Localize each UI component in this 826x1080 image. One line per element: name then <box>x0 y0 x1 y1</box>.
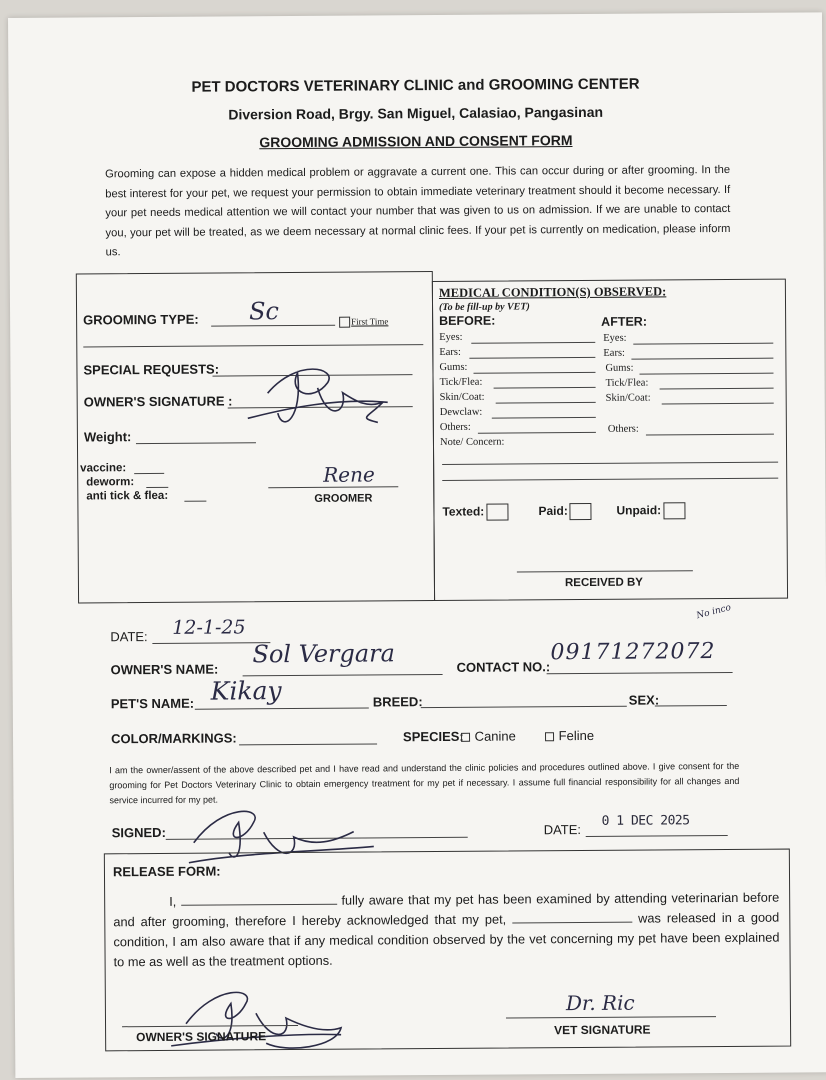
before-skin-line <box>496 402 596 404</box>
after-others-line <box>646 434 774 436</box>
grooming-info-panel <box>76 271 435 603</box>
corner-note: No inco <box>695 602 733 622</box>
sex-label: SEX: <box>628 692 660 708</box>
before-others-line <box>478 432 596 434</box>
medical-title: MEDICAL CONDITION(S) OBSERVED: <box>438 284 667 300</box>
breed-line <box>421 706 627 708</box>
unpaid-label: Unpaid: <box>616 503 662 518</box>
contact-line <box>547 672 733 674</box>
deworm-label: deworm: <box>86 476 135 489</box>
before-ears-label: Ears: <box>439 346 461 358</box>
after-gums <box>605 363 633 374</box>
received-by-label: RECEIVED BY <box>564 576 643 590</box>
consent-form-paper <box>8 12 826 1078</box>
before-dewclaw <box>440 407 483 418</box>
after-skin <box>606 393 651 404</box>
before-ears <box>439 347 461 358</box>
release-text-part3: was released in a good condition, I am also aware that if any medical condition observed by the vet concerning my pet have been explained to me as well as the treatment options. <box>113 909 780 970</box>
received-by-line <box>517 570 693 572</box>
medical-condition-panel <box>432 279 788 601</box>
grooming-type-value[interactable]: Sc <box>248 297 280 326</box>
grooming-type-label: GROOMING TYPE: <box>83 311 199 328</box>
vaccine-label: vaccine: <box>80 462 127 475</box>
paid-checkbox[interactable] <box>538 503 591 520</box>
before-label: BEFORE: <box>439 313 496 328</box>
note-line-2 <box>442 478 778 481</box>
after-tick-line <box>660 388 774 390</box>
anti-tick-label: anti tick & flea: <box>86 489 169 503</box>
color-markings-label: COLOR/MARKINGS: <box>110 730 237 747</box>
release-text <box>113 888 780 973</box>
texted-box[interactable] <box>486 504 508 521</box>
before-dewclaw-line <box>492 417 596 419</box>
release-owner-signature-label: OWNER'S SIGNATURE <box>136 1029 267 1045</box>
feline-label: Feline <box>558 727 595 744</box>
unpaid-checkbox[interactable] <box>616 502 685 519</box>
after-skin-line <box>662 403 774 405</box>
after-ears-label: Ears: <box>603 347 625 359</box>
owner-name-value[interactable]: Sol Vergara <box>252 639 395 669</box>
pet-name-label: PET'S NAME: <box>110 695 195 712</box>
before-eyes-label: Eyes: <box>439 331 463 343</box>
groomer-name: Rene <box>323 462 375 487</box>
before-dewclaw-label: Dewclaw: <box>439 406 483 418</box>
texted-label: Texted: <box>442 504 485 519</box>
unpaid-box[interactable] <box>663 502 685 519</box>
before-eyes <box>439 332 462 343</box>
before-others-label: Others: <box>439 421 471 433</box>
after-label: AFTER: <box>601 314 648 329</box>
feline-checkbox[interactable] <box>545 732 554 741</box>
sex-line <box>655 705 727 707</box>
signed-label: SIGNED: <box>111 824 166 841</box>
after-ears-line <box>631 358 773 360</box>
texted-checkbox[interactable] <box>442 504 508 521</box>
before-skin-label: Skin/Coat: <box>439 391 485 403</box>
before-eyes-line <box>471 342 595 344</box>
note-line-1 <box>442 462 778 465</box>
first-time-label: First Time <box>351 316 389 327</box>
breed-label: BREED: <box>372 694 423 710</box>
after-others-label: Others: <box>607 423 639 435</box>
consent-text: I am the owner/assent of the above described pet and I have read and understand the clinic policies and procedures outlined above. I give consent for the grooming for Pet Doctors Veterinary Clinic to obtain emergency treatment for my pet if necessary. I assume full financial responsibility for all changes and service incurred for my pet. <box>109 760 740 806</box>
after-ears <box>603 348 625 359</box>
species-label: SPECIES: <box>402 728 464 745</box>
after-eyes-label: Eyes: <box>603 332 627 344</box>
vet-signature-line <box>506 1016 716 1018</box>
before-skin <box>440 392 485 403</box>
release-text-part1: I, <box>169 893 177 909</box>
before-gums-line <box>473 372 595 374</box>
after-skin-label: Skin/Coat: <box>605 392 651 404</box>
clinic-name: PET DOCTORS VETERINARY CLINIC and GROOMING CENTER <box>191 75 640 96</box>
canine-checkbox[interactable] <box>461 733 470 742</box>
deworm-line <box>146 487 168 488</box>
owner-signature-scribble <box>227 362 397 433</box>
owner-name-label: OWNER'S NAME: <box>110 661 219 678</box>
owner-signature-label: OWNER'S SIGNATURE : <box>83 393 233 410</box>
before-tick-label: Tick/Flea: <box>439 376 483 388</box>
paid-label: Paid: <box>538 503 568 518</box>
release-title: RELEASE FORM: <box>112 863 221 880</box>
consent-date-line <box>586 835 728 837</box>
after-gums-label: Gums: <box>605 362 634 374</box>
after-tick <box>606 378 649 389</box>
date-value[interactable]: 12-1-25 <box>172 616 246 639</box>
release-pet-name-line[interactable] <box>512 910 632 924</box>
special-requests-label: SPECIAL REQUESTS: <box>83 361 220 378</box>
species-canine-option[interactable] <box>461 728 516 743</box>
before-others <box>440 422 471 433</box>
date-label: DATE: <box>110 629 148 645</box>
weight-line <box>136 442 256 444</box>
after-eyes-line <box>633 343 773 345</box>
after-eyes <box>603 333 626 344</box>
note-concern-label: Note/ Concern: <box>439 436 505 448</box>
groomer-label: GROOMER <box>314 492 373 505</box>
vaccine-line <box>134 473 164 474</box>
clinic-address: Diversion Road, Brgy. San Miguel, Calasiao, Pangasinan <box>228 103 604 123</box>
first-time-box[interactable] <box>339 317 350 328</box>
after-gums-line <box>639 373 773 375</box>
release-owner-name-line[interactable] <box>181 892 337 906</box>
after-tick-label: Tick/Flea: <box>605 377 649 389</box>
after-others <box>608 424 639 435</box>
vet-signature-label: VET SIGNATURE <box>554 1022 651 1038</box>
anti-tick-line <box>184 501 206 502</box>
medical-subtitle: (To be fill-up by VET) <box>438 301 530 313</box>
pet-name-value[interactable]: Kikay <box>210 676 282 706</box>
canine-label: Canine <box>474 728 516 744</box>
weight-label: Weight: <box>83 429 132 445</box>
vet-signed-name: Dr. Ric <box>565 990 635 1016</box>
before-ears-line <box>469 357 595 359</box>
species-feline-option[interactable] <box>545 728 594 743</box>
contact-value[interactable]: 09171272072 <box>550 639 716 666</box>
before-gums-label: Gums: <box>439 361 468 373</box>
first-time-checkbox[interactable] <box>339 316 388 328</box>
before-tick-line <box>494 387 596 389</box>
grooming-type-extra-line <box>83 344 423 347</box>
contact-label: CONTACT NO.: <box>456 659 551 675</box>
note-concern <box>440 437 505 448</box>
consent-date-label: DATE: <box>543 822 582 838</box>
release-text-part2: fully aware that my pet has been examined by attending veterinarian before and after grooming, therefore I hereby acknowledged that my pet, <box>113 889 780 930</box>
before-tick <box>440 377 483 388</box>
paid-box[interactable] <box>570 503 592 520</box>
form-title: GROOMING ADMISSION AND CONSENT FORM <box>259 132 573 151</box>
intro-paragraph: Grooming can expose a hidden medical problem or aggravate a current one. This can occur during or after grooming. In the best interest for your pet, we request your permission to obtain immediate veterinary treatment should it become necessary. If your pet needs medical attention we will contact your number that was given to us on admission. If we are unable to contact you, your pet will be treated, as we deem necessary at normal clinic fees. If your pet is currently on medication, please inform us. <box>105 163 731 259</box>
color-markings-line <box>239 743 377 745</box>
groomer-line <box>268 486 398 488</box>
date-stamp: 0 1 DEC 2025 <box>601 813 690 829</box>
pet-name-line <box>195 707 369 709</box>
before-gums <box>439 362 467 373</box>
release-form-box <box>104 849 791 1052</box>
